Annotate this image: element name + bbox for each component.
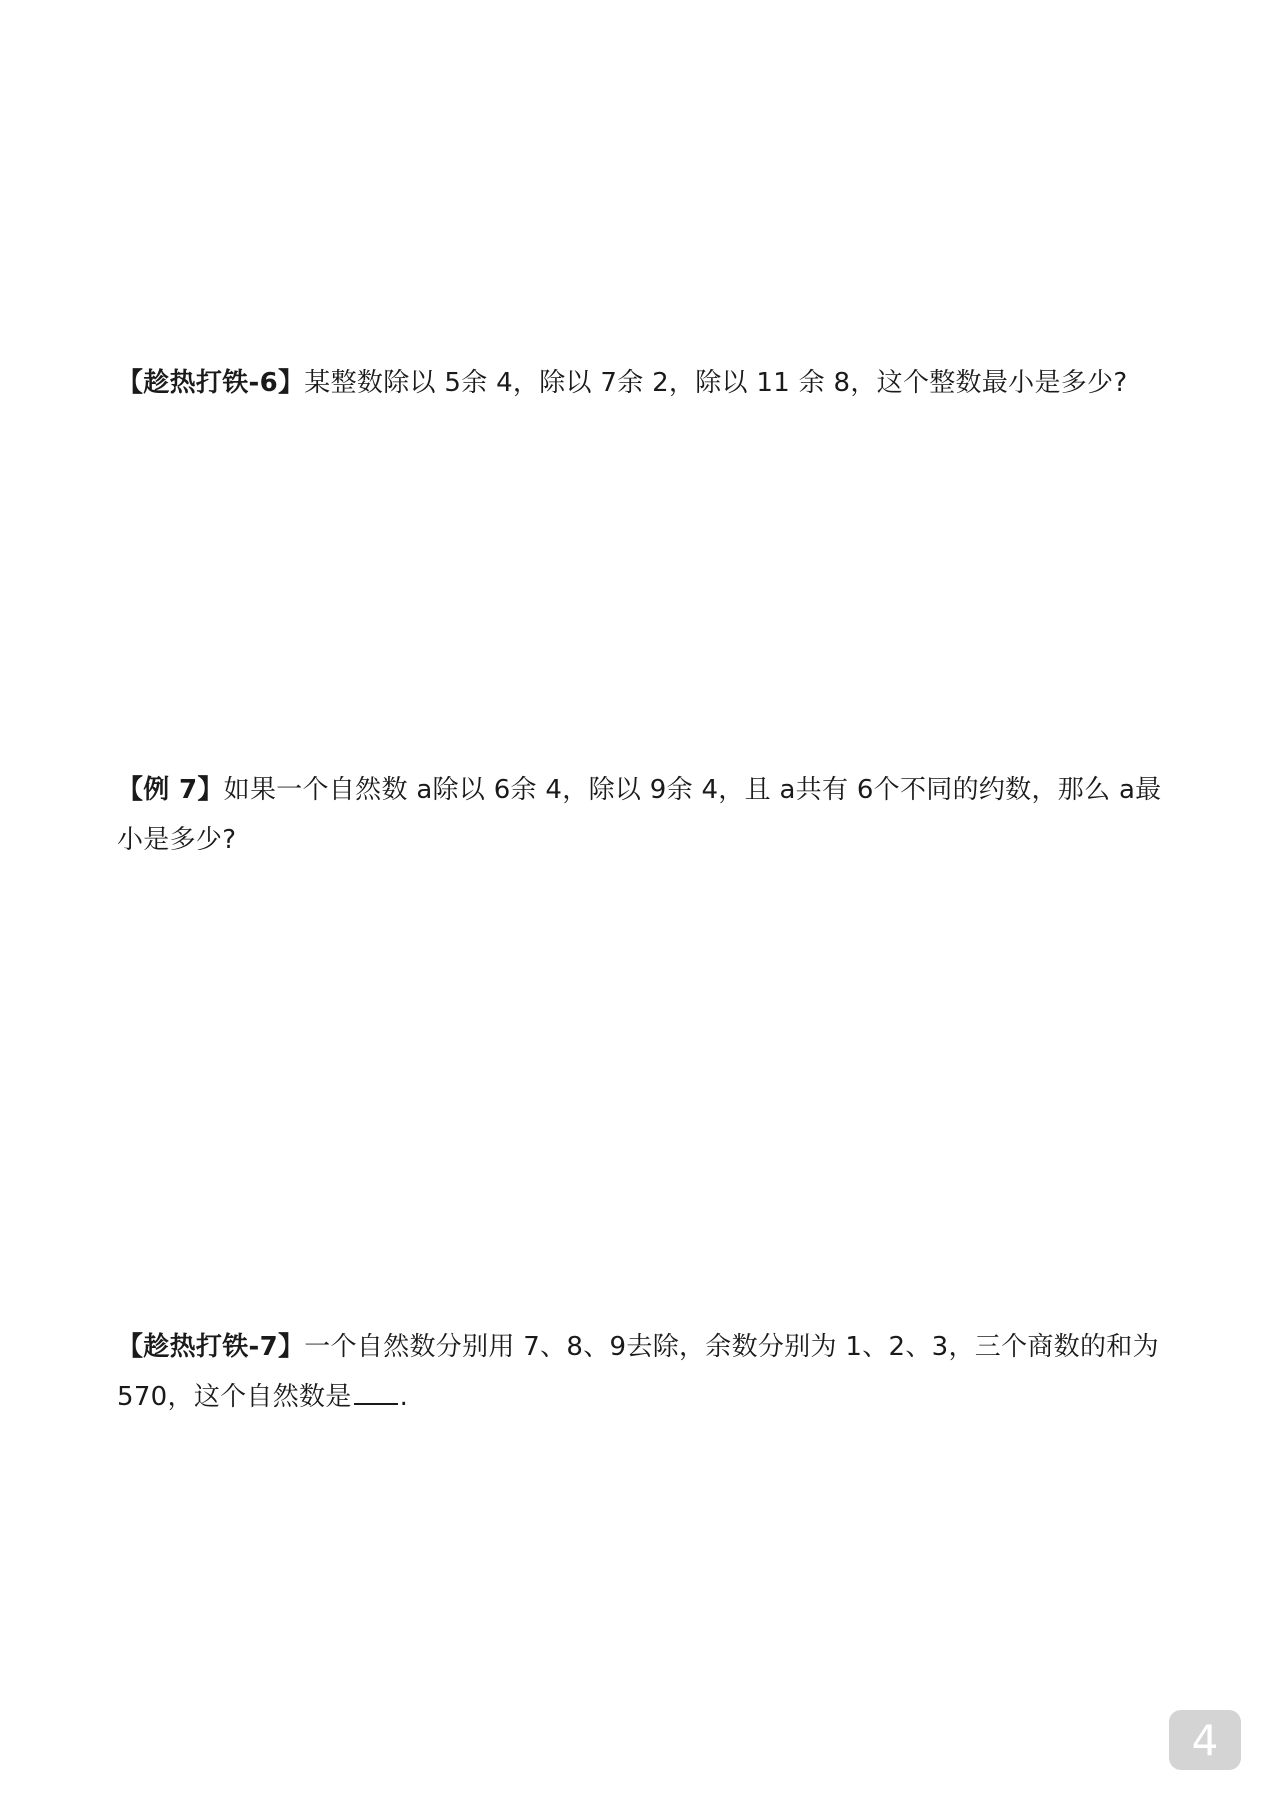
- answer-blank: [354, 1377, 398, 1405]
- problem-text-end: .: [399, 1382, 409, 1412]
- page-number-badge: [1169, 1710, 1241, 1770]
- problem-tag: 【例 7】: [117, 775, 224, 805]
- problem-tag: 【趁热打铁-6】: [117, 368, 305, 398]
- problem-tag: 【趁热打铁-7】: [117, 1332, 305, 1362]
- problem-example-7: [117, 765, 1187, 865]
- problem-practice-6: [117, 358, 1187, 408]
- problem-text: 某整数除以 5余 4，除以 7余 2，除以 11 余 8，这个整数最小是多少?: [304, 368, 1128, 398]
- problem-practice-7: [117, 1322, 1187, 1422]
- problem-text: 如果一个自然数 a除以 6余 4，除以 9余 4，且 a共有 6个不同的约数，那么 a最小是多少?: [117, 775, 1162, 855]
- page-number: 4: [1191, 1715, 1219, 1765]
- problem-text: 一个自然数分别用 7、8、9去除，余数分别为 1、2、3，三个商数的和为 570，这个自然数是: [117, 1332, 1159, 1412]
